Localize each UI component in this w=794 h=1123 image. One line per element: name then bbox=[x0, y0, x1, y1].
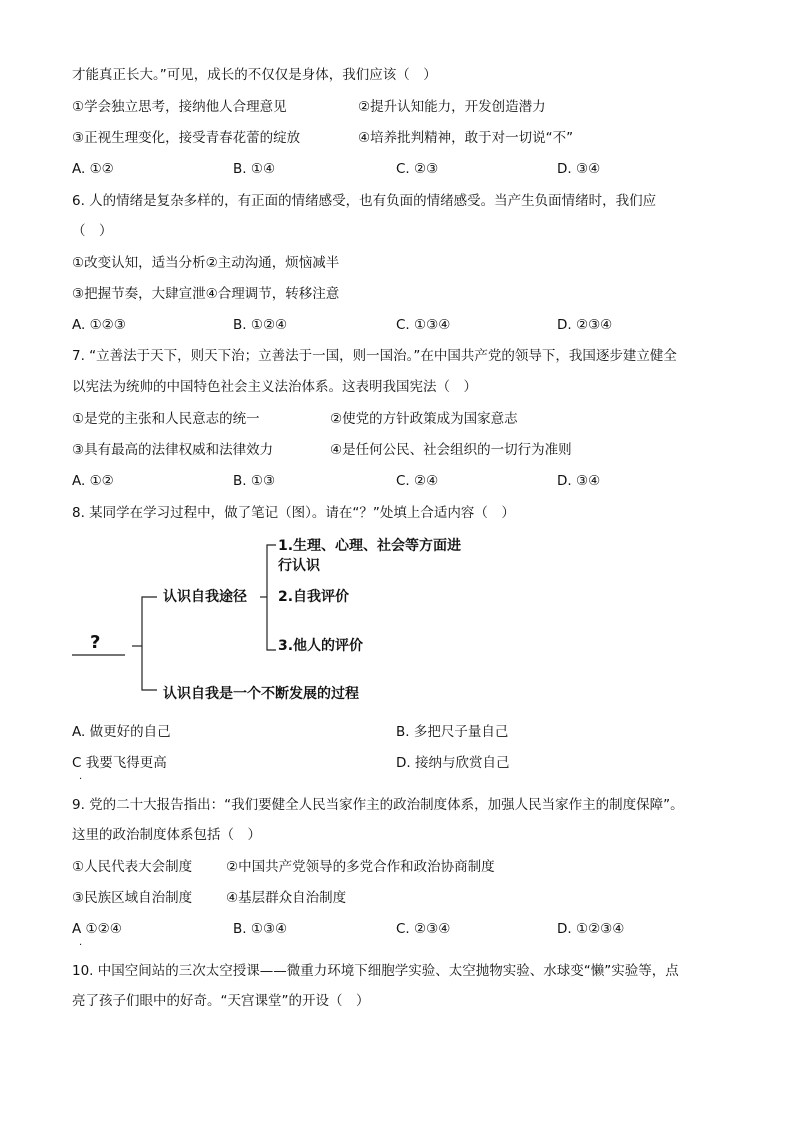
sub-item-1-line-2: 行认识 bbox=[278, 558, 320, 574]
q5-item-3: ③正视生理变化，接受青春花蕾的绽放 bbox=[72, 130, 301, 146]
q6-items-line-1: ①改变认知，适当分析②主动沟通，烦恼减半 bbox=[72, 255, 340, 271]
q6-option-c: C. ①③④ bbox=[396, 317, 451, 333]
q9-stem-line-1: 9. 党的二十大报告指出：“我们要健全人民当家作主的政治制度体系，加强人民当家作主的制度保障”。 bbox=[72, 797, 684, 813]
q8-stem: 8. 某同学在学习过程中，做了笔记（图）。请在“？”处填上合适内容（ ） bbox=[72, 505, 515, 521]
q9-option-d: D. ①②③④ bbox=[557, 921, 625, 937]
q9-item-3: ③民族区域自治制度 bbox=[72, 890, 193, 906]
q9-option-a: A ①②④ bbox=[72, 921, 122, 937]
branch-recognize-self-ways: 认识自我途径 bbox=[163, 589, 247, 605]
q9-stem-line-2: 这里的政治制度体系包括（ ） bbox=[72, 827, 261, 843]
q9-item-4: ④基层群众自治制度 bbox=[226, 890, 347, 906]
q5-option-c: C. ②③ bbox=[396, 161, 439, 177]
main-brace bbox=[142, 597, 157, 690]
q5-option-a: A. ①② bbox=[72, 161, 114, 177]
q7-item-1: ①是党的主张和人民意志的统一 bbox=[72, 411, 260, 427]
stray-dot-mark-2: . bbox=[79, 937, 83, 948]
q7-option-a: A. ①② bbox=[72, 473, 114, 489]
q9-option-b: B. ①③④ bbox=[233, 921, 288, 937]
q7-stem-line-2: 以宪法为统帅的中国特色社会主义法治体系。这表明我国宪法（ ） bbox=[72, 379, 477, 395]
q6-option-a: A. ①②③ bbox=[72, 317, 126, 333]
q5-item-2: ②提升认知能力，开发创造潜力 bbox=[358, 99, 546, 115]
sub-item-2: 2.自我评价 bbox=[278, 589, 350, 605]
question-mark: ? bbox=[90, 632, 101, 653]
q5-item-4: ④培养批判精神，敢于对一切说“不” bbox=[358, 130, 574, 146]
q7-item-4: ④是任何公民、社会组织的一切行为准则 bbox=[330, 442, 572, 458]
q6-option-b: B. ①②④ bbox=[233, 317, 288, 333]
q9-item-2: ②中国共产党领导的多党合作和政治协商制度 bbox=[226, 859, 495, 875]
q10-stem-line-2: 亮了孩子们眼中的好奇。“天宫课堂”的开设（ ） bbox=[72, 993, 370, 1009]
stray-dot-mark: . bbox=[79, 771, 83, 782]
q8-option-a: A. 做更好的自己 bbox=[72, 724, 171, 740]
q9-item-1: ①人民代表大会制度 bbox=[72, 859, 193, 875]
q6-stem-line-1: 6. 人的情绪是复杂多样的，有正面的情绪感受，也有负面的情绪感受。当产生负面情绪时，我们应 bbox=[72, 193, 657, 209]
q8-option-c: C 我要飞得更高 bbox=[72, 755, 167, 771]
sub-brace bbox=[267, 545, 276, 650]
q5-item-1: ①学会独立思考，接纳他人合理意见 bbox=[72, 99, 287, 115]
q7-stem-line-1: 7. “立善法于天下，则天下治；立善法于一国，则一国治。”在中国共产党的领导下，我国逐步建立健全 bbox=[72, 348, 677, 364]
q7-item-2: ②使党的方针政策成为国家意志 bbox=[330, 411, 518, 427]
q6-option-d: D. ②③④ bbox=[557, 317, 613, 333]
q5-option-b: B. ①④ bbox=[233, 161, 276, 177]
sub-item-1-line-1: 1.生理、心理、社会等方面进 bbox=[278, 538, 462, 554]
q6-items-line-2: ③把握节奏，大肆宣泄④合理调节，转移注意 bbox=[72, 286, 340, 302]
q10-stem-line-1: 10. 中国空间站的三次太空授课——微重力环境下细胞学实验、太空抛物实验、水球变“懒”实验等，点 bbox=[72, 963, 679, 979]
q7-option-b: B. ①③ bbox=[233, 473, 276, 489]
q8-option-d: D. 接纳与欣赏自己 bbox=[396, 755, 510, 771]
q5-option-d: D. ③④ bbox=[557, 161, 601, 177]
sub-item-3: 3.他人的评价 bbox=[278, 638, 364, 654]
q7-option-c: C. ②④ bbox=[396, 473, 439, 489]
branch-ongoing-process: 认识自我是一个不断发展的过程 bbox=[163, 686, 359, 702]
q7-item-3: ③具有最高的法律权威和法律效力 bbox=[72, 442, 274, 458]
q9-option-c: C. ②③④ bbox=[396, 921, 451, 937]
q5-stem-tail: 才能真正长大。”可见，成长的不仅仅是身体，我们应该（ ） bbox=[72, 67, 437, 83]
q6-stem-line-2: （ ） bbox=[72, 223, 113, 239]
q7-option-d: D. ③④ bbox=[557, 473, 601, 489]
q8-option-b: B. 多把尺子量自己 bbox=[396, 724, 509, 740]
